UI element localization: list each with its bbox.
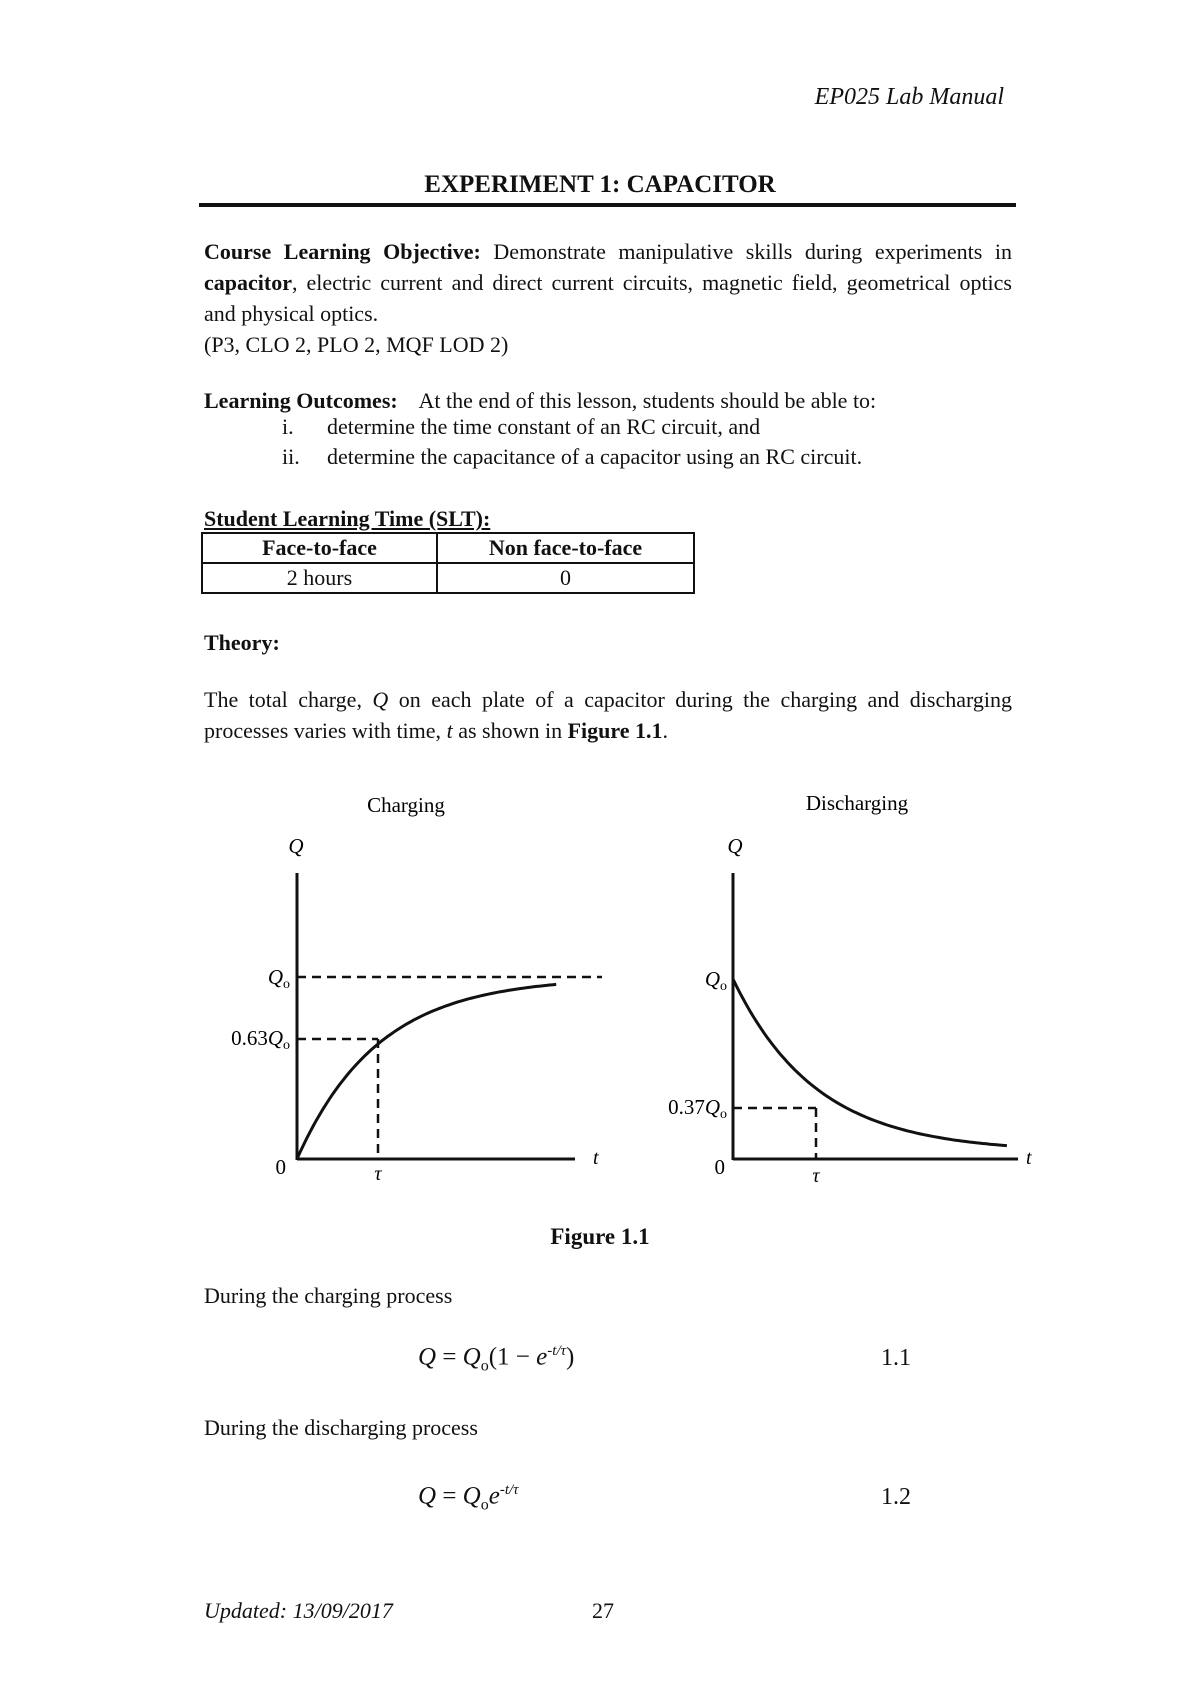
theory-label: Theory: [204,630,280,655]
eq1-open: (1 − [488,1343,537,1371]
eq1-close: ) [565,1343,575,1371]
theory-text-2: on each plate of a capacitor during the charging and discharging processes varies with time, [204,687,1013,743]
charging-graph [231,793,602,1185]
theory-text-3: as shown in [458,718,563,743]
charging-mid-label: 0.63Qo [231,1026,290,1053]
discharging-x-axis-label: t [1026,1147,1032,1169]
eq2-exp: -t/τ [499,1482,519,1498]
footer-page-number: 27 [592,1598,614,1623]
outcome-num-1: i. [282,414,294,439]
outcome-text-2: determine the capacitance of a capacitor using an RC circuit. [327,444,863,469]
experiment-title: EXPERIMENT 1: CAPACITOR [424,171,776,198]
theory-text-1: The total charge, [204,687,362,712]
discharging-title: Discharging [805,791,909,815]
outcome-text-1: determine the time constant of an RC circuit, and [327,414,761,439]
figure-caption: Figure 1.1 [550,1224,650,1249]
slt-value-face: 2 hours [202,563,437,593]
slt-header-face: Face-to-face [202,533,437,563]
charging-origin-label: 0 [275,1155,286,1179]
eq1-equals: = [436,1343,463,1371]
footer-updated: Updated: 13/09/2017 [204,1598,393,1623]
outcomes-label: Learning Outcomes: [204,388,398,413]
discharging-graph [668,791,1032,1187]
clo-codes: (P3, CLO 2, PLO 2, MQF LOD 2) [204,332,509,357]
clo-text-after: , electric current and direct current circuits, magnetic field, geometrical optics and physical optics. [204,270,1012,326]
theory-var-t: t [446,718,453,743]
theory-var-q: Q [372,687,389,712]
charging-tau-label: τ [374,1163,382,1185]
slt-header-nonface: Non face-to-face [437,533,694,563]
eq2-lhs: Q [418,1482,437,1510]
charging-title: Charging [367,793,445,817]
eq2-sub: o [480,1496,489,1514]
manual-header: EP025 Lab Manual [814,84,1004,110]
eq1-q: Q [462,1343,481,1371]
eq1-lhs: Q [418,1343,437,1371]
discharging-origin-label: 0 [714,1155,725,1179]
equation-1-2 [418,1482,519,1514]
discharging-curve [733,979,1007,1146]
clo-text-bold: capacitor [204,270,292,295]
charging-curve [297,984,556,1159]
equation-1-1-number: 1.1 [881,1345,911,1371]
eq2-q: Q [462,1482,481,1510]
outcomes-intro: At the end of this lesson, students should be able to: [418,388,877,413]
theory-text-4: . [662,718,668,743]
eq2-e: e [488,1482,500,1510]
eq1-exp: -t/τ [547,1343,566,1359]
charging-x-axis-label: t [593,1147,599,1169]
outcome-num-2: ii. [282,444,300,469]
slt-label: Student Learning Time (SLT): [204,506,491,531]
eq1-sub: o [480,1357,489,1375]
discharging-q0-label: Qo [704,967,727,994]
charging-y-axis-label: Q [288,834,304,858]
equation-1-2-number: 1.2 [881,1484,911,1510]
discharging-intro: During the discharging process [204,1415,478,1440]
slt-value-nonface: 0 [437,563,694,593]
clo-text-before: Demonstrate manipulative skills during experiments in [493,239,1013,264]
discharging-mid-label: 0.37Qo [668,1095,727,1122]
theory-figure-ref: Figure 1.1 [567,718,663,743]
equation-1-1 [418,1343,574,1375]
eq2-equals: = [436,1482,463,1510]
discharging-tau-label: τ [812,1165,820,1187]
charging-intro: During the charging process [204,1283,453,1308]
eq1-e: e [536,1343,548,1371]
clo-label: Course Learning Objective: [204,239,481,264]
discharging-y-axis-label: Q [727,834,743,858]
charging-q0-label: Qo [267,965,290,992]
